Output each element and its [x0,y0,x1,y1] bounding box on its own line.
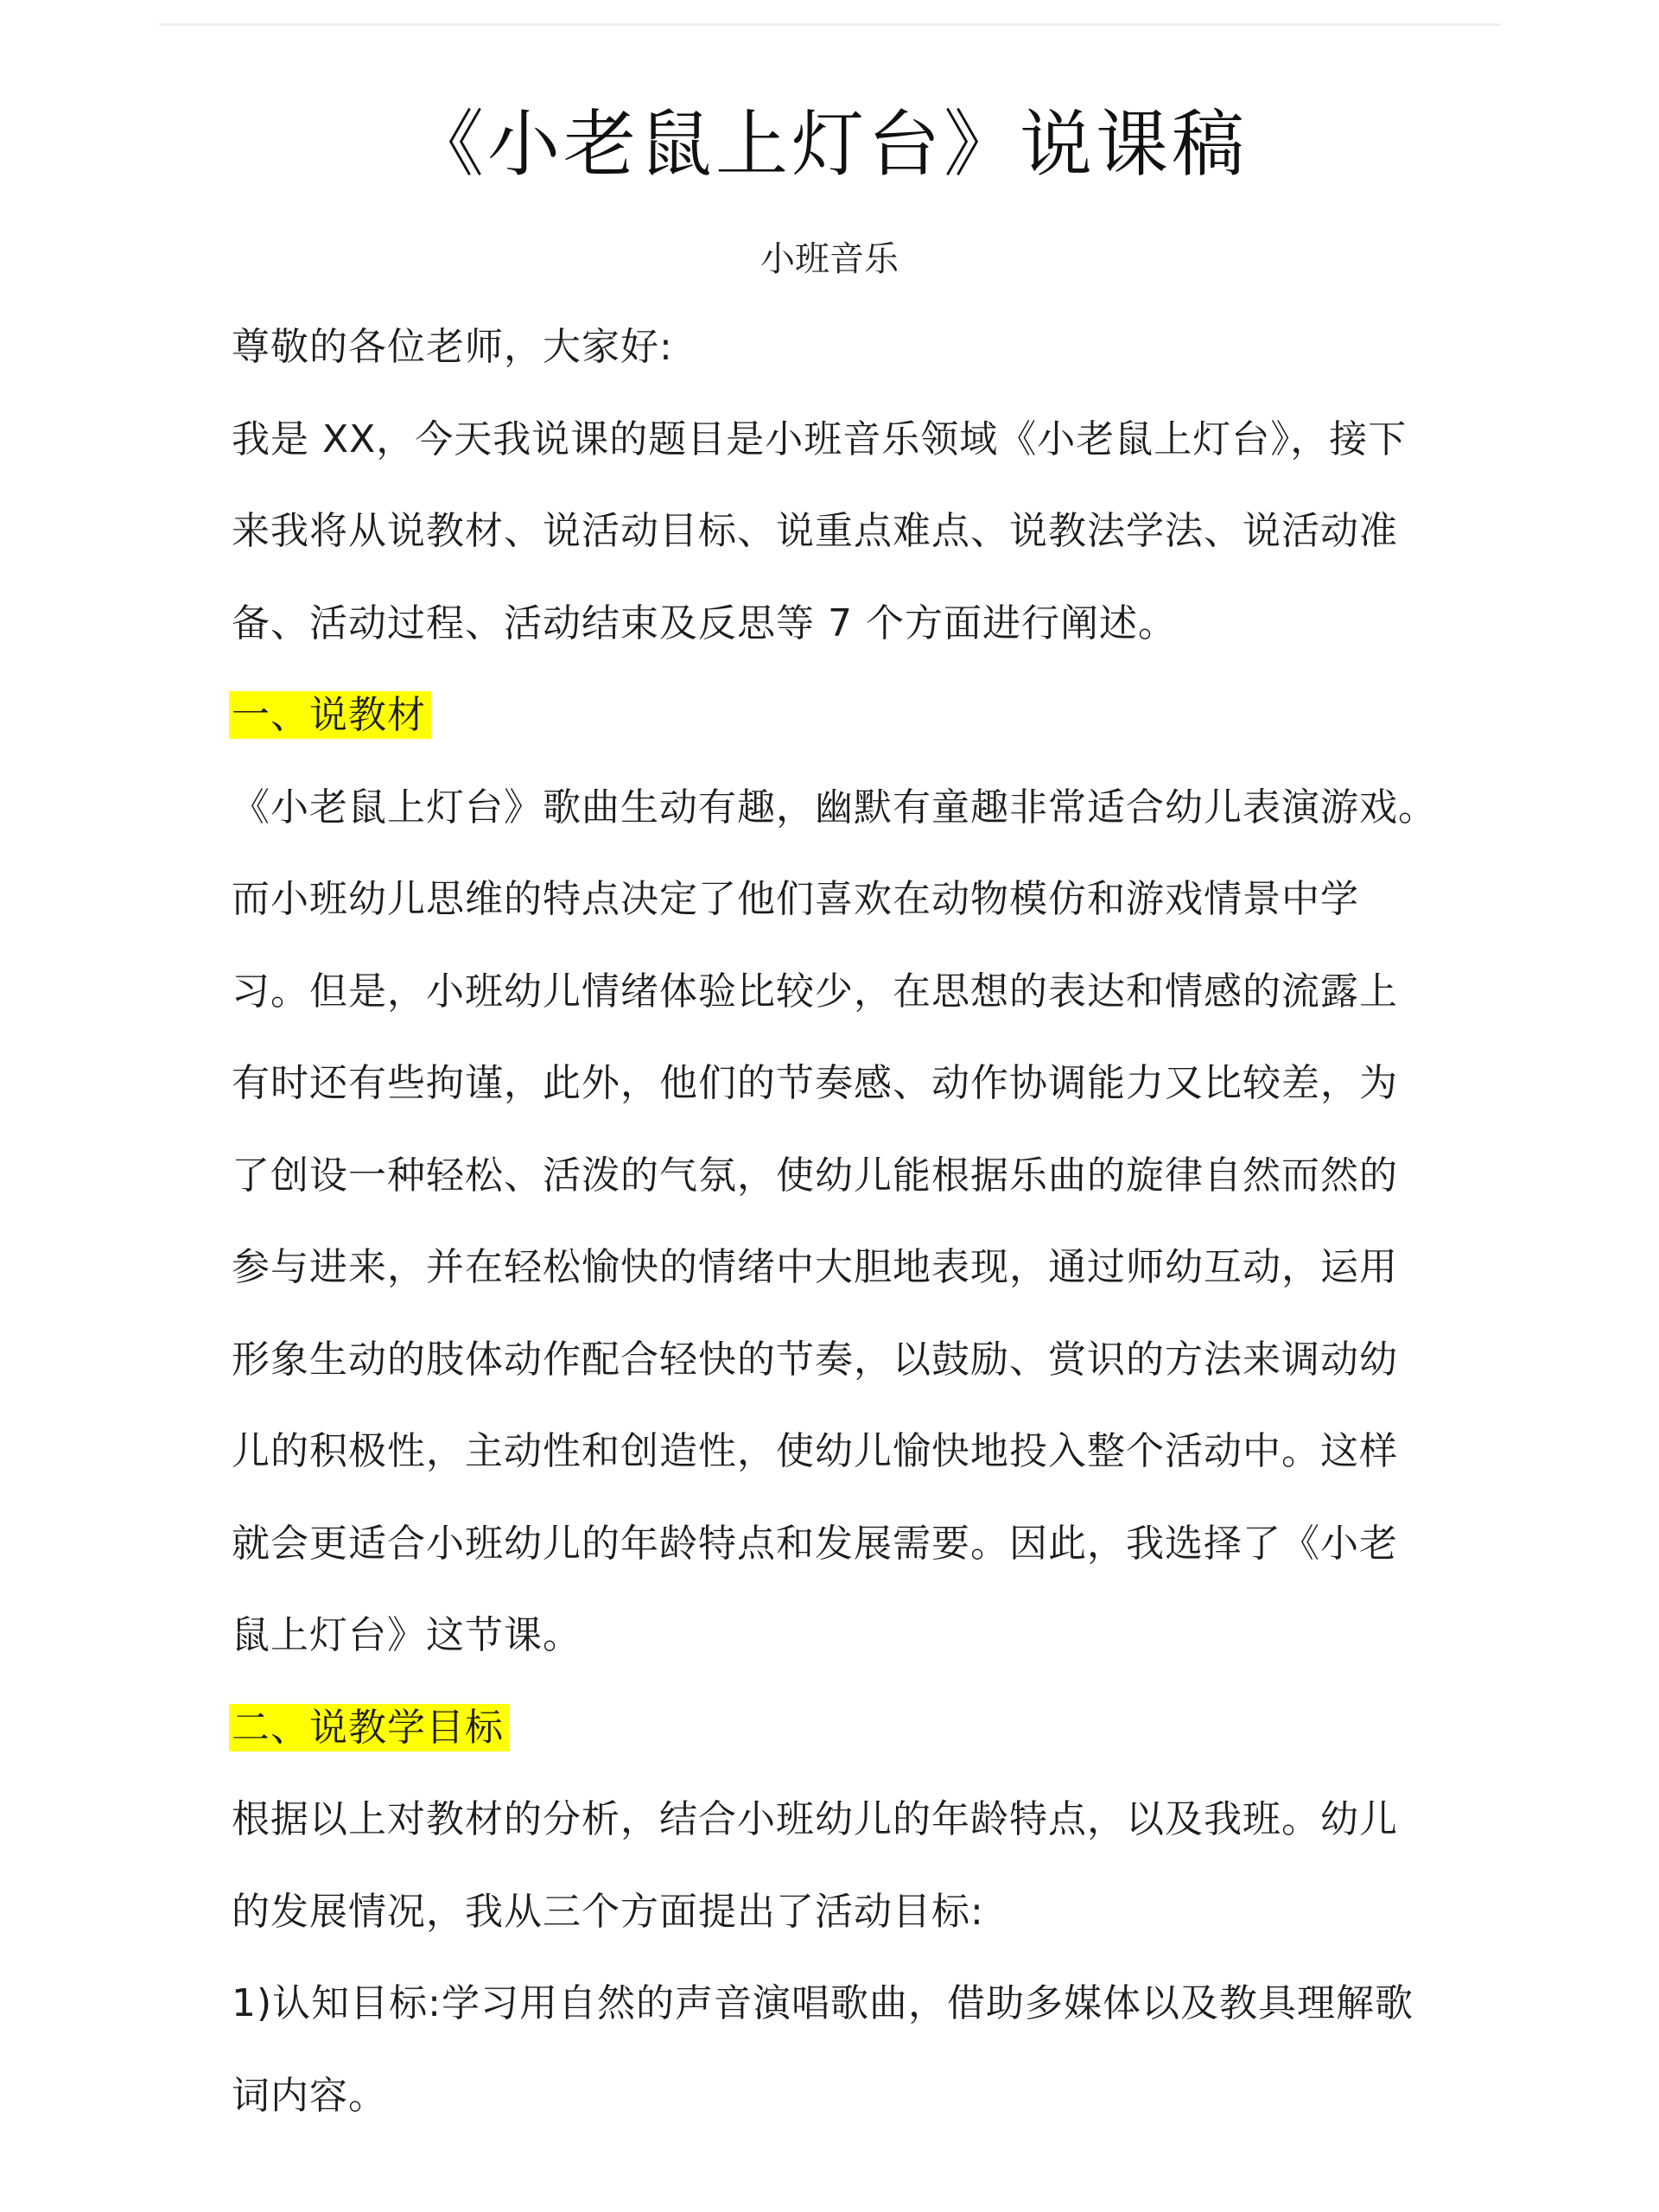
paragraph-line: 的发展情况，我从三个方面提出了活动目标: [232,1889,984,1934]
paragraph-line: 儿的积极性，主动性和创造性，使幼儿愉快地投入整个活动中。这样 [232,1429,1398,1473]
greeting-line: 尊敬的各位老师，大家好: [232,325,673,369]
section-heading-1 [232,688,1450,780]
paragraph-line: 习。但是，小班幼儿情绪体验比较少，在思想的表达和情感的流露上 [232,969,1398,1014]
document-subtitle: 小班音乐 [760,239,899,279]
paragraph-line: 有时还有些拘谨，此外，他们的节奏感、动作协调能力又比较差，为 [232,1061,1398,1105]
document-title: 《小老鼠上灯台》说课稿 [410,102,1248,187]
paragraph-line: 了创设一种轻松、活泼的气氛，使幼儿能根据乐曲的旋律自然而然的 [232,1153,1398,1198]
paragraph-line: 而小班幼儿思维的特点决定了他们喜欢在动物模仿和游戏情景中学 [232,877,1359,921]
intro-line: 来我将从说教材、说活动目标、说重点难点、说教法学法、说活动准 [232,509,1398,553]
highlighted-heading: 二、说教学目标 [229,1704,509,1751]
top-divider [159,23,1500,26]
document-body [232,320,1450,2160]
highlighted-heading: 一、说教材 [229,691,431,739]
goal-item-line: 词内容。 [232,2073,387,2118]
paragraph-line: 根据以上对教材的分析，结合小班幼儿的年龄特点，以及我班。幼儿 [232,1797,1398,1841]
paragraph-line: 参与进来，并在轻松愉快的情绪中大胆地表现，通过师幼互动，运用 [232,1245,1398,1289]
intro-line: 备、活动过程、活动结束及反思等 7 个方面进行阐述。 [232,601,1177,645]
paragraph-line: 就会更适合小班幼儿的年龄特点和发展需要。因此，我选择了《小老 [232,1521,1398,1566]
paragraph-line: 鼠上灯台》这节课。 [232,1613,582,1657]
section-heading-2 [232,1700,1450,1793]
intro-line: 我是 XX，今天我说课的题目是小班音乐领域《小老鼠上灯台》，接下 [232,416,1408,461]
goal-item-line: 1)认知目标:学习用自然的声音演唱歌曲，借助多媒体以及教具理解歌 [232,1981,1414,2025]
paragraph-line: 《小老鼠上灯台》歌曲生动有趣，幽默有童趣非常适合幼儿表演游戏。 [232,785,1437,830]
paragraph-line: 形象生动的肢体动作配合轻快的节奏，以鼓励、赏识的方法来调动幼 [232,1337,1398,1382]
